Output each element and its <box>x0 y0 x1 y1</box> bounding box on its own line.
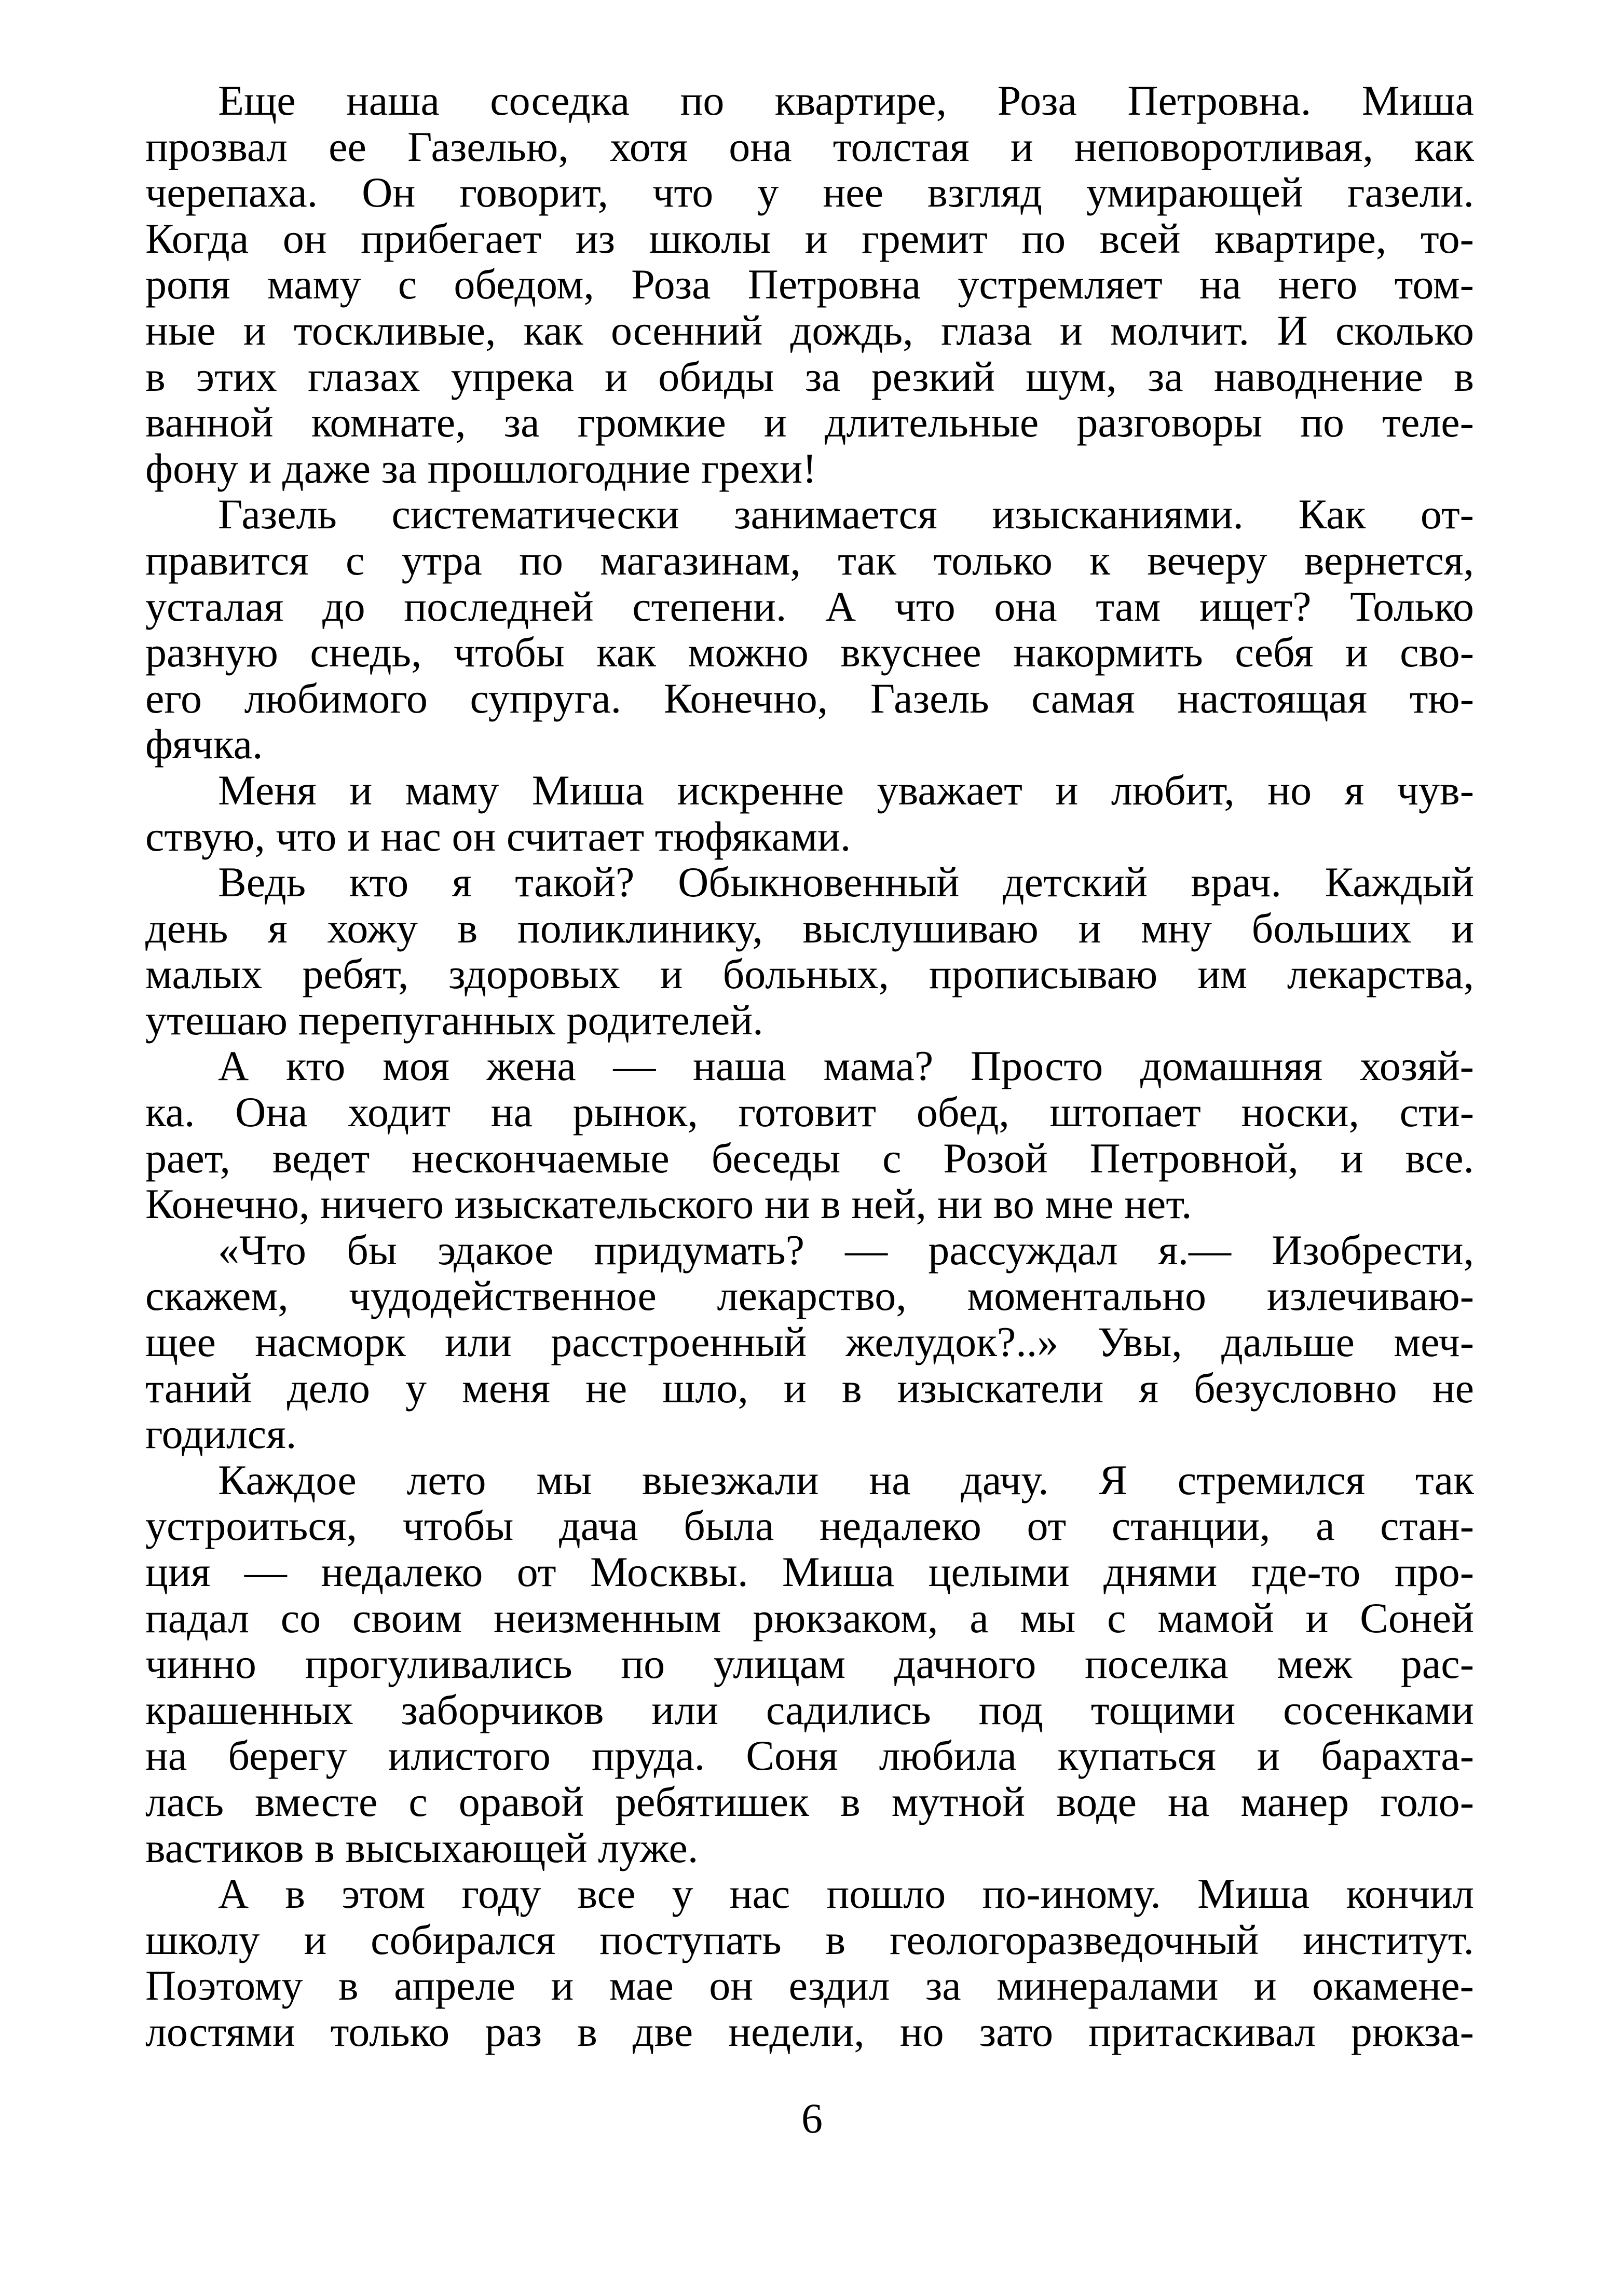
text-line: А кто моя жена — наша мама? Просто домашняя хозяй- <box>218 1042 1474 1090</box>
text-line: устроиться, чтобы дача была недалеко от станции, а стан- <box>145 1502 1474 1550</box>
text-line: утешаю перепуганных родителей. <box>145 996 763 1044</box>
text-line: прозвал ее Газелью, хотя она толстая и неповоротливая, как <box>145 122 1474 170</box>
text-line: ция — недалеко от Москвы. Миша целыми днями где-то про- <box>145 1548 1474 1595</box>
text-line: его любимого супруга. Конечно, Газель самая настоящая тю- <box>145 674 1474 722</box>
text-line: Еще наша соседка по квартире, Роза Петровна. Миша <box>218 77 1474 124</box>
page-body <box>145 78 1474 2055</box>
text-line: ствую, что и нас он считает тюфяками. <box>145 812 851 860</box>
text-line: Меня и маму Миша искренне уважает и любит, но я чув- <box>218 766 1474 814</box>
text-line: крашенных заборчиков или садились под тощими сосенками <box>145 1686 1474 1733</box>
text-line: щее насморк или расстроенный желудок?..» Увы, дальше меч- <box>145 1318 1474 1366</box>
paragraph <box>145 1457 1474 1871</box>
text-line: Каждое лето мы выезжали на дачу. Я стремился так <box>218 1456 1474 1503</box>
text-line: А в этом году все у нас пошло по-иному. Миша кончил <box>218 1870 1474 1918</box>
text-line: ка. Она ходит на рынок, готовит обед, штопает носки, сти- <box>145 1088 1474 1136</box>
paragraph <box>145 1043 1474 1227</box>
page-number: 6 <box>801 2095 823 2142</box>
paragraph <box>145 768 1474 859</box>
text-line: «Что бы эдакое придумать? — рассуждал я.— Изобрести, <box>218 1226 1474 1274</box>
text-line: черепаха. Он говорит, что у нее взгляд умирающей газели. <box>145 169 1474 216</box>
text-line: лостями только раз в две недели, но зато притаскивал рюкза- <box>145 2007 1474 2055</box>
text-line: школу и собирался поступать в геологоразведочный институт. <box>145 1916 1474 1963</box>
text-line: вастиков в высыхающей луже. <box>145 1824 699 1871</box>
text-line: малых ребят, здоровых и больных, прописываю им лекарства, <box>145 950 1474 998</box>
text-line: в этих глазах упрека и обиды за резкий шум, за наводнение в <box>145 352 1474 400</box>
text-line: Газель систематически занимается изысканиями. Как от- <box>218 490 1474 538</box>
text-line: Конечно, ничего изыскательского ни в ней, ни во мне нет. <box>145 1180 1192 1228</box>
text-line: правится с утра по магазинам, так только к вечеру вернется, <box>145 536 1474 584</box>
text-line: на берегу илистого пруда. Соня любила купаться и барахта- <box>145 1732 1474 1780</box>
paragraph <box>145 1871 1474 2055</box>
text-block <box>145 78 1474 2055</box>
text-line: годился. <box>145 1410 297 1458</box>
text-line: Ведь кто я такой? Обыкновенный детский врач. Каждый <box>218 858 1474 906</box>
text-line: Когда он прибегает из школы и гремит по всей квартире, то- <box>145 214 1474 262</box>
text-line: усталая до последней степени. А что она там ищет? Только <box>145 582 1474 630</box>
text-line: ропя маму с обедом, Роза Петровна устремляет на него том- <box>145 261 1474 308</box>
text-line: ванной комнате, за громкие и длительные разговоры по теле- <box>145 399 1474 446</box>
paragraph <box>145 1227 1474 1457</box>
text-line: день я хожу в поликлинику, выслушиваю и мну больших и <box>145 904 1474 952</box>
text-line: фячка. <box>145 720 263 768</box>
text-line: ные и тоскливые, как осенний дождь, глаза и молчит. И сколько <box>145 306 1474 354</box>
paragraph <box>145 859 1474 1043</box>
text-line: разную снедь, чтобы как можно вкуснее накормить себя и сво- <box>145 628 1474 676</box>
text-line: лась вместе с оравой ребятишек в мутной воде на манер голо- <box>145 1778 1474 1825</box>
paragraph <box>145 78 1474 491</box>
paragraph <box>145 491 1474 768</box>
text-line: чинно прогуливались по улицам дачного поселка меж рас- <box>145 1640 1474 1688</box>
text-line: скажем, чудодейственное лекарство, моментально излечиваю- <box>145 1272 1474 1320</box>
text-line: рает, ведет нескончаемые беседы с Розой Петровной, и все. <box>145 1134 1474 1182</box>
text-line: Поэтому в апреле и мае он ездил за минералами и окамене- <box>145 1962 1474 2010</box>
text-line: таний дело у меня не шло, и в изыскатели я безусловно не <box>145 1364 1474 1412</box>
text-line: падал со своим неизменным рюкзаком, а мы с мамой и Соней <box>145 1594 1474 1642</box>
text-line: фону и даже за прошлогодние грехи! <box>145 444 817 492</box>
